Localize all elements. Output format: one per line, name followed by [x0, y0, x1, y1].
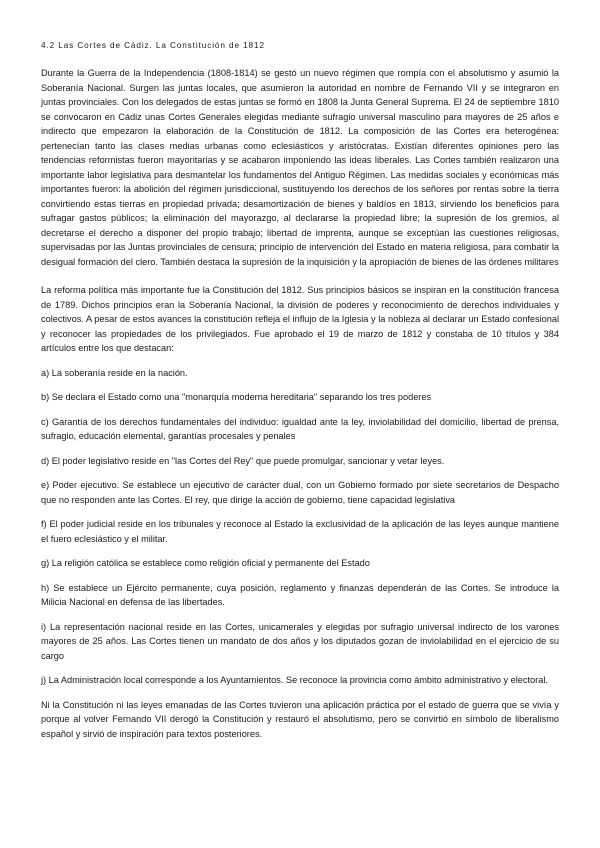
list-item-j: j) La Administración local corresponde a los Ayuntamientos. Se reconoce la provincia como ámbito administrativo y electoral. — [41, 675, 548, 685]
list-item-d: d) El poder legislativo reside en "las Cortes del Rey" que puede promulgar, sancionar y vetar leyes. — [41, 455, 445, 466]
list-item-h: h) Se establece un Ejército permanente, cuya posición, reglamento y finanzas dependerán de las Cortes. Se introduce la Milicia Nacional en defensa de las libertades. — [41, 582, 559, 607]
list-item-i: i) La representación nacional reside en las Cortes, unicamerales y elegidas por sufragio universal indirecto de los varones mayores de 25 años. Las Cortes tienen un mandato de dos años y los diputados gozan de inviolabilidad en el ejercicio de su cargo — [41, 621, 559, 661]
list-item-c: c) Garantía de los derechos fundamentales del individuo: igualdad ante la ley, inviolabilidad del domicilio, libertad de prensa, sufragio, educación elemental, garantías procesales y penales — [41, 416, 559, 441]
reform-paragraph: La reforma política más importante fue la Constitución del 1812. Sus principios básicos se inspiran en la constitución francesa de 1789. Dichos principios eran la Soberanía Nacional, la división de poderes y reconocimiento de derechos individuales y colectivos. A pesar de estos avances la constitución refleja el influjo de la Iglesia y la nobleza al declarar un Estado confesional y reconocer las propiedades de los privilegiados. Fue aprobado el 19 de marzo de 1812 y constaba de 10 títulos y 384 artículos entre los que destacan: — [41, 285, 559, 353]
list-item-e: e) Poder ejecutivo. Se establece un ejecutivo de carácter dual, con un Gobierno formado por siete secretarios de Despacho que no responden ante las Cortes. El rey, que dirige la acción de gobierno, tiene capacidad legislativa — [41, 480, 559, 505]
intro-paragraph: Durante la Guerra de la Independencia (1808-1814) se gestó un nuevo régimen que rompía con el absolutismo y asumió la Soberanía Nacional. Surgen las juntas locales, que asumieron la autoridad en nombre de Fernando VII y se integraron en juntas provinciales. Con los delegados de estas juntas se formó en 1808 la Junta General Suprema. El 24 de septiembre 1810 se convocaron en Cádiz unas Cortes Generales elegidas mediante sufragio universal masculino para mayores de 25 años e indirecto que empezaron la elaboración de la Constitución de 1812. La composición de las Cortes era heterogénea: pertenecían tanto las clases medias urbanas como eclesiásticos y aristócratas. Existían diferentes opiniones pero las tendencias reformistas fueron mayoritarias y se acabaron imponiendo las ideas liberales. Las Cortes también realizaron una importante labor legislativa para desmantelar los fundamentos del Antiguo Régimen. Las medidas sociales y económicas más importantes fueron: la abolición del régimen jurisdiccional, sustituyendo los derechos de los señores por rentas sobre la tierra convirtiendo estas tierras en propiedad privada; desamortización de bienes y baldíos en 1813, sirviendo los beneficios para sufragar gastos públicos; la eliminación del mayorazgo, al declararse la propiedad libre; la supresión de los gremios, al decretarse el derecho a disponer del propio trabajo; libertad de imprenta, aunque se exceptúan las cuestiones religiosas, supervisadas por las Juntas provinciales de censura; principio de intervención del Estado en materia religiosa, para combatir la desigual formación del clero. También destaca la supresión de la inquisición y la apropiación de bienes de las órdenes militares — [41, 68, 559, 267]
document-page — [41, 40, 559, 751]
list-item-b: b) Se declara el Estado como una "monarquía moderna hereditaria" separando los tres poderes — [41, 392, 432, 402]
list-item-a: a) La soberanía reside en la nación. — [41, 367, 188, 378]
list-item-g: g) La religión católica se establece como religión oficial y permanente del Estado — [41, 558, 370, 568]
list-item-f: f) El poder judicial reside en los tribunales y reconoce al Estado la exclusividad de la aplicación de las leyes aunque mantiene el fuero eclesiástico y el militar. — [41, 519, 559, 544]
section-heading: 4.2 Las Cortes de Cádiz. La Constitución de 1812 — [41, 41, 265, 50]
conclusion-paragraph: Ni la Constitución ni las leyes emanadas de las Cortes tuvieron una aplicación práctica por el estado de guerra que se vivía y porque al volver Fernando VII derogó la Constitución y restauró el absolutismo, pero se convirtió en símbolo de liberalismo español y sirvió de inspiración para textos posteriores. — [41, 699, 559, 739]
